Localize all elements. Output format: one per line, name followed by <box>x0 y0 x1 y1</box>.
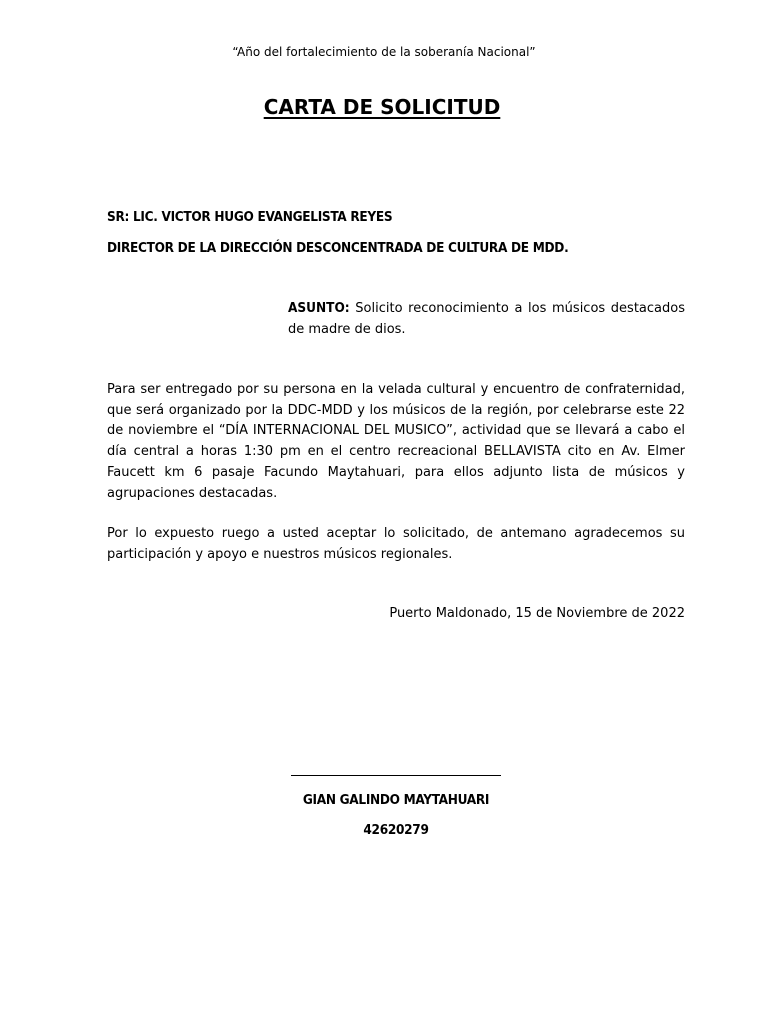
subject-text: Solicito reconocimiento a los músicos destacados de madre de dios. <box>288 301 685 337</box>
signature-line <box>291 775 501 776</box>
subject-block <box>288 298 685 340</box>
body-paragraph-1: Para ser entregado por su persona en la velada cultural y encuentro de confraternidad, que será organizado por la DDC-MDD y los músicos de la región, por celebrarse este 22 de noviembre el “DÍA INTERNACIONAL DEL MUSICO”, actividad que se llevará a cabo el día central a horas 1:30 pm en el centro recreacional BELLAVISTA cito en Av. Elmer Faucett km 6 pasaje Facundo Maytahuari, para ellos adjunto lista de músicos y agrupaciones destacadas. <box>107 382 685 501</box>
place-date: Puerto Maldonado, 15 de Noviembre de 2022 <box>389 606 685 621</box>
recipient-role: DIRECTOR DE LA DIRECCIÓN DESCONCENTRADA DE CULTURA DE MDD. <box>107 240 569 256</box>
recipient-name: SR: LIC. VICTOR HUGO EVANGELISTA REYES <box>107 209 393 225</box>
body-paragraph-2: Por lo expuesto ruego a usted aceptar lo solicitado, de antemano agradecemos su participación y apoyo e nuestros músicos regionales. <box>107 526 685 562</box>
year-motto: “Año del fortalecimiento de la soberanía Nacional” <box>232 45 536 59</box>
signatory-id-number: 42620279 <box>363 822 429 838</box>
signatory-name: GIAN GALINDO MAYTAHUARI <box>302 792 490 808</box>
subject-label: ASUNTO: <box>288 300 350 316</box>
letter-title: CARTA DE SOLICITUD <box>263 95 501 119</box>
